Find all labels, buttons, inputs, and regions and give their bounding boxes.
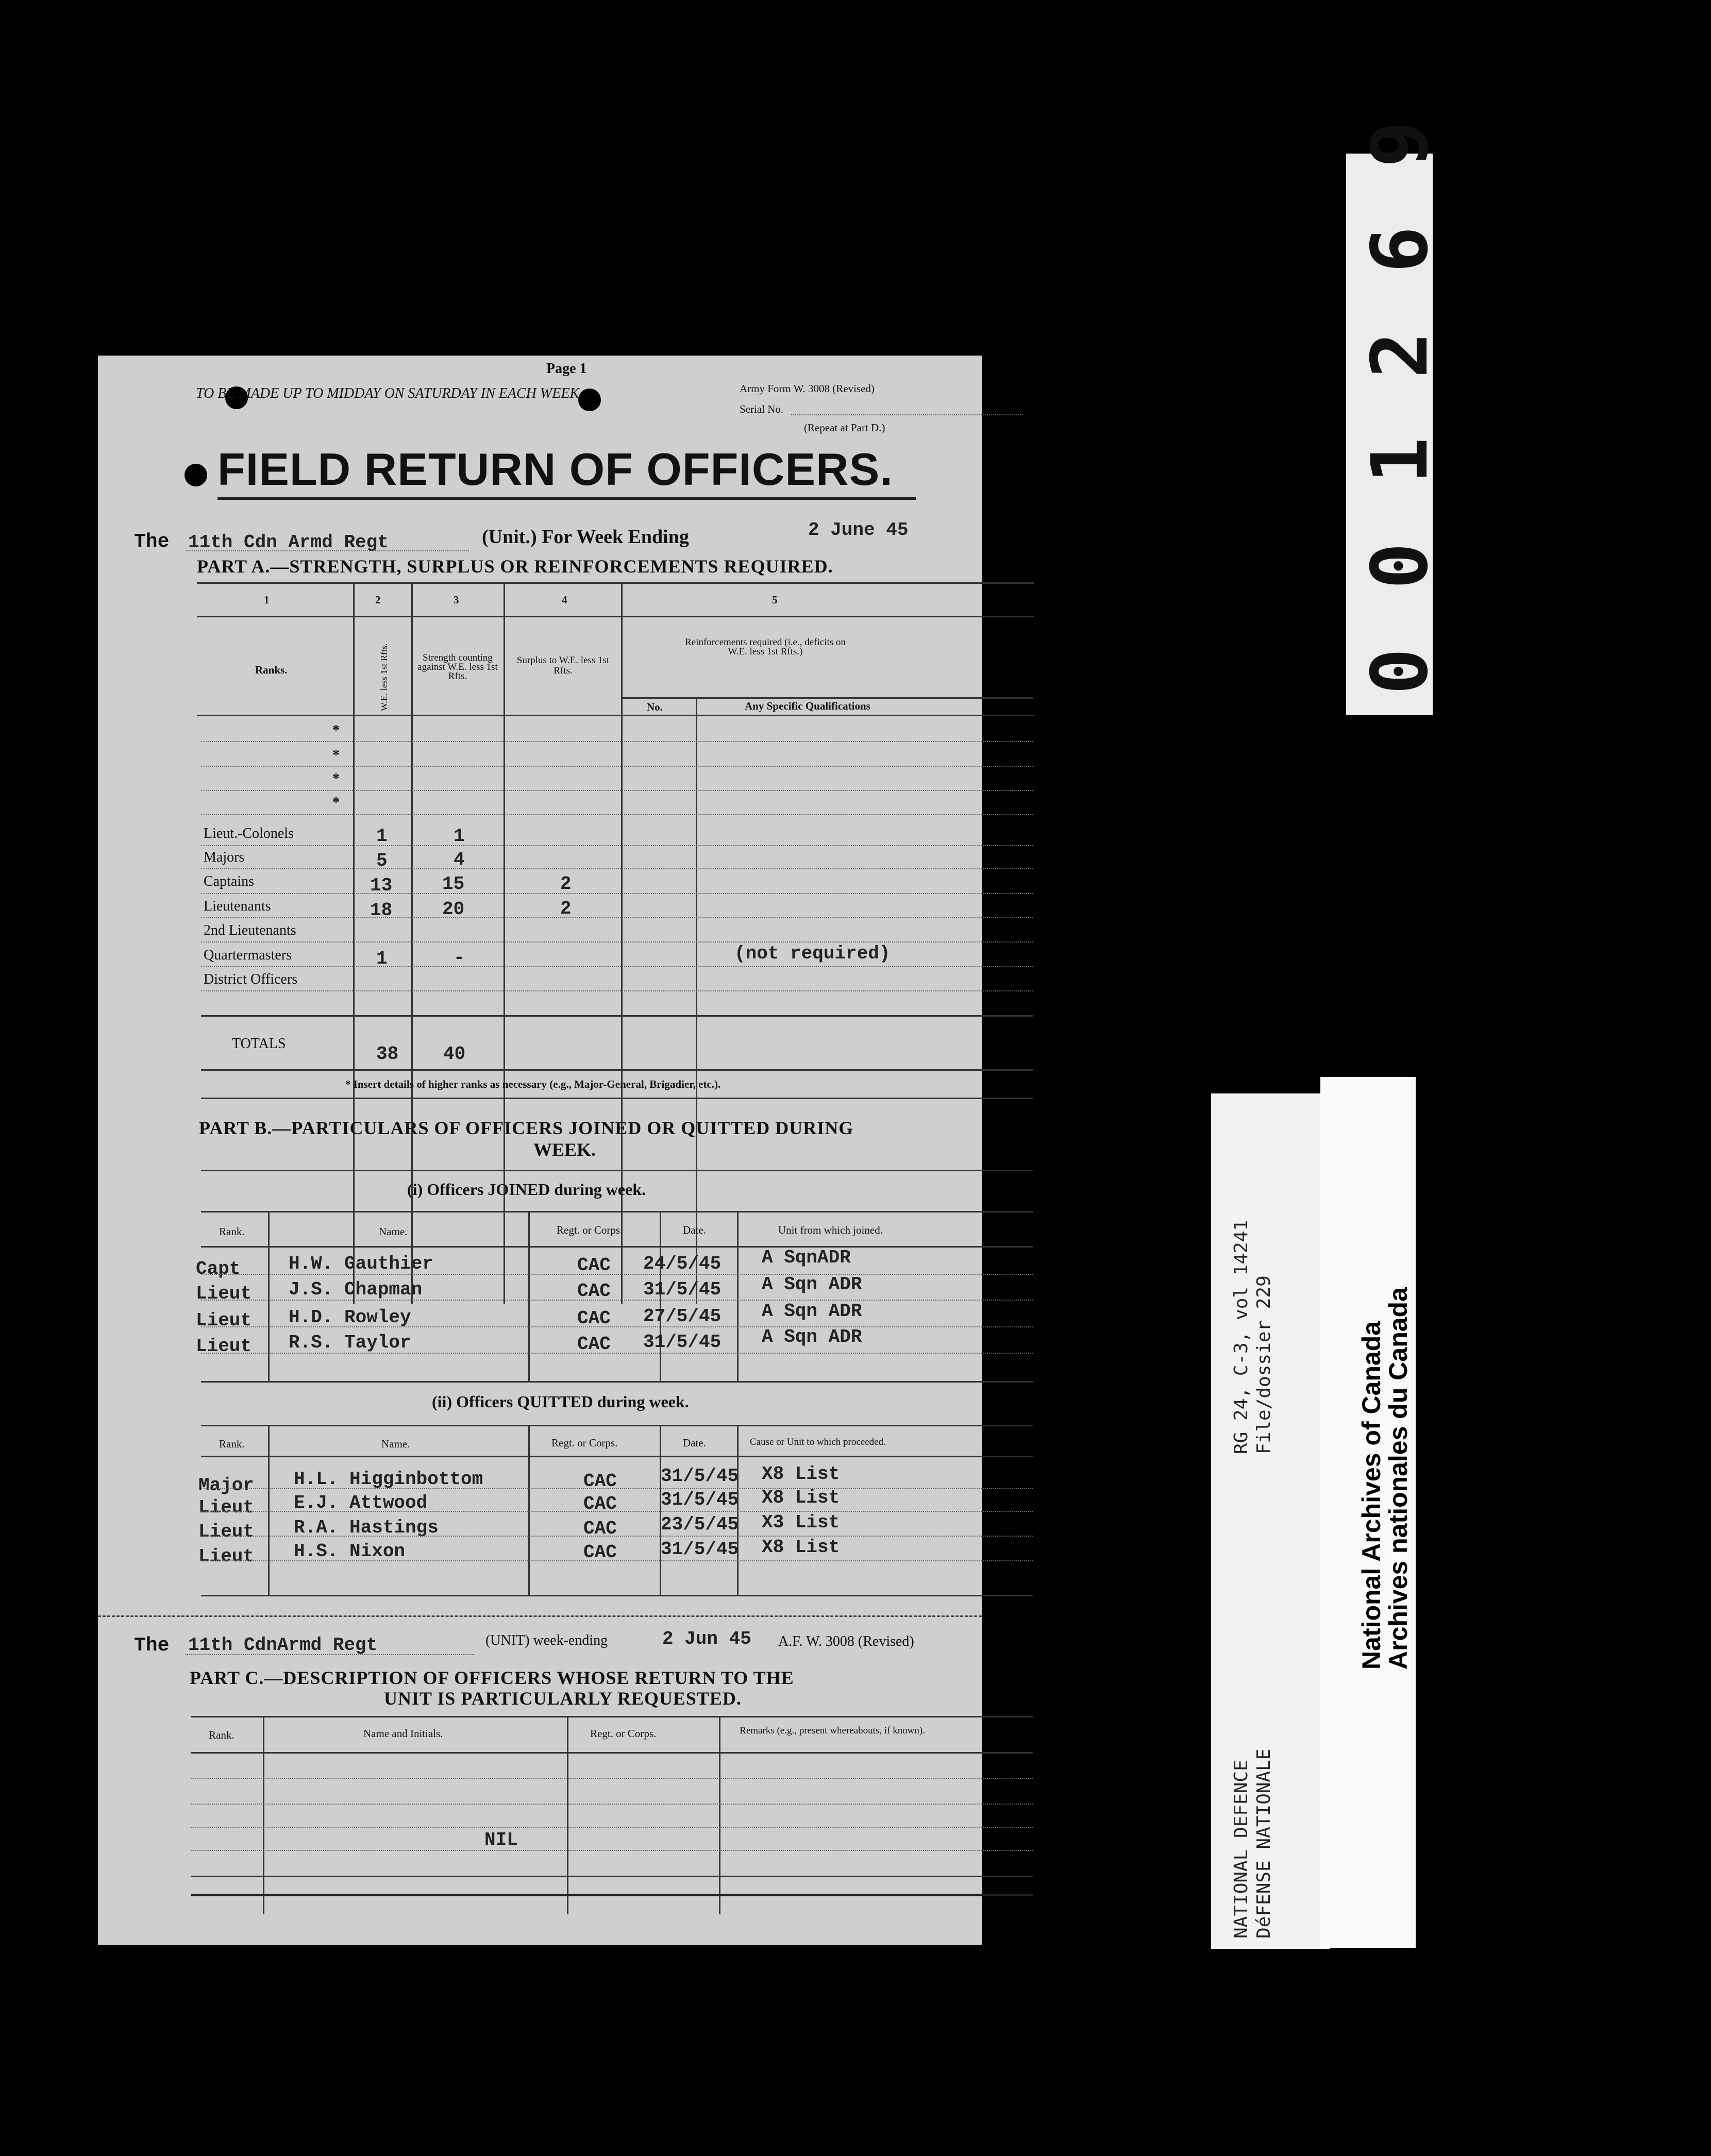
archive-name-strip (1320, 1077, 1416, 1948)
department-name-fr: DéFENSE NATIONALE (1253, 1748, 1274, 1939)
surplus-value: 2 (560, 873, 572, 895)
part-c-heading: PART C.—DESCRIPTION OF OFFICERS WHOSE RETURN TO THE (190, 1667, 794, 1688)
unit-label: (Unit.) For Week Ending (482, 526, 689, 548)
page-number: Page 1 (546, 361, 587, 377)
field-return-form (98, 356, 982, 1945)
col-no: No. (647, 701, 663, 713)
we-value: 13 (370, 875, 393, 896)
star-marker: * (332, 771, 340, 787)
col-qualifications: Any Specific Qualifications (745, 700, 870, 712)
quitted-cause: X8 List (762, 1487, 840, 1508)
archive-reference-strip (1211, 1093, 1330, 1949)
joined-corps: CAC (577, 1334, 611, 1355)
quitted-name: H.S. Nixon (294, 1541, 406, 1562)
joined-corps: CAC (577, 1308, 611, 1329)
star-marker: * (332, 795, 340, 811)
quitted-header: Regt. or Corps. (551, 1437, 618, 1449)
quitted-date: 31/5/45 (661, 1489, 739, 1510)
instruction-text: TO BE MADE UP TO MIDDAY ON SATURDAY IN EACH WEEK. (196, 385, 583, 401)
joined-header: Rank. (219, 1225, 245, 1238)
form-title: FIELD RETURN OF OFFICERS. (217, 444, 893, 495)
archive-name-en: National Archives of Canada (1357, 1321, 1386, 1670)
quitted-header: Cause or Unit to which proceeded. (750, 1437, 886, 1447)
quitted-rank: Lieut (198, 1521, 255, 1542)
col-reinforcements: Reinforcements required (i.e., deficits on W.E. less 1st Rfts.) (685, 637, 846, 657)
joined-unit: A Sqn ADR (762, 1301, 862, 1322)
rank-label: Majors (204, 849, 245, 865)
col-number: 3 (454, 594, 459, 606)
joined-rank: Lieut (196, 1283, 252, 1304)
joined-corps: CAC (577, 1255, 611, 1276)
part-c-unit-prefix: The (134, 1635, 170, 1657)
qualification-value: (not required) (734, 943, 891, 964)
quitted-cause: X3 List (762, 1512, 840, 1533)
joined-unit: A Sqn ADR (762, 1274, 862, 1295)
quitted-name: H.L. Higginbottom (294, 1469, 483, 1490)
rank-label: Lieut.-Colonels (204, 826, 294, 841)
serial-label: Serial No. (740, 403, 784, 415)
week-ending-value: 2 June 45 (808, 519, 909, 541)
joined-unit: A Sqn ADR (762, 1326, 862, 1348)
part-c-header: Rank. (209, 1729, 234, 1741)
archive-ref-line-2: File/dossier 229 (1253, 1275, 1274, 1454)
total-strength: 40 (443, 1043, 466, 1065)
frame-number-strip (1346, 114, 1445, 715)
joined-date: 24/5/45 (643, 1253, 722, 1274)
repeat-note: (Repeat at Part D.) (804, 422, 885, 434)
joined-unit: A SqnADR (762, 1247, 851, 1268)
strength-value: 4 (454, 849, 465, 870)
part-c-form-ref: A.F. W. 3008 (Revised) (778, 1633, 914, 1649)
quitted-title: (ii) Officers QUITTED during week. (432, 1392, 689, 1411)
rank-label: Quartermasters (204, 947, 292, 963)
quitted-header: Date. (683, 1437, 706, 1449)
archive-ref-line-1: RG 24, C-3, vol 14241 (1231, 1219, 1252, 1454)
joined-header: Name. (379, 1225, 408, 1238)
quitted-cause: X8 List (762, 1463, 840, 1485)
part-c-unit-name: 11th CdnArmd Regt (188, 1635, 378, 1656)
rank-label: Captains (204, 873, 254, 889)
joined-header: Unit from which joined. (778, 1224, 883, 1236)
joined-rank: Lieut (196, 1310, 252, 1331)
we-value: 18 (370, 900, 393, 921)
quitted-corps: CAC (583, 1471, 617, 1492)
strength-value: - (454, 947, 465, 968)
part-b-heading: PART B.—PARTICULARS OF OFFICERS JOINED OR QUITTED DURING (199, 1118, 854, 1138)
joined-name: H.D. Rowley (289, 1307, 411, 1328)
quitted-name: R.A. Hastings (294, 1517, 439, 1538)
quitted-rank: Lieut (198, 1497, 255, 1518)
department-name-en: NATIONAL DEFENCE (1231, 1760, 1252, 1939)
joined-header: Regt. or Corps. (557, 1224, 623, 1236)
we-value: 1 (376, 826, 388, 847)
strength-value: 20 (442, 899, 465, 920)
frame-number: 0 0 1 2 6 9 (1355, 114, 1445, 695)
part-a-heading: PART A.—STRENGTH, SURPLUS OR REINFORCEMENTS REQUIRED. (197, 556, 833, 577)
perforation-line (98, 1615, 982, 1617)
col-number: 1 (264, 594, 270, 606)
part-b-heading-2: WEEK. (533, 1139, 596, 1160)
totals-label: TOTALS (232, 1036, 286, 1052)
quitted-cause: X8 List (762, 1537, 840, 1558)
surplus-value: 2 (560, 898, 572, 919)
footnote: * Insert details of higher ranks as necessary (e.g., Major-General, Brigadier, etc.). (345, 1078, 721, 1090)
joined-name: J.S. Chapman (289, 1279, 423, 1300)
strength-value: 1 (454, 826, 465, 847)
part-c-heading-2: UNIT IS PARTICULARLY REQUESTED. (384, 1688, 742, 1709)
part-c-week-ending: 2 Jun 45 (662, 1628, 751, 1649)
quitted-header: Rank. (219, 1438, 245, 1450)
part-c-unit-label: (UNIT) week-ending (485, 1632, 608, 1648)
quitted-date: 23/5/45 (661, 1514, 739, 1535)
army-form-ref: Army Form W. 3008 (Revised) (740, 382, 875, 395)
star-marker: * (332, 722, 340, 738)
joined-date: 31/5/45 (643, 1332, 722, 1353)
star-marker: * (332, 747, 340, 763)
quitted-rank: Lieut (198, 1546, 255, 1567)
punch-hole (184, 464, 207, 486)
joined-corps: CAC (577, 1281, 611, 1302)
joined-date: 31/5/45 (643, 1279, 722, 1300)
joined-rank: Lieut (196, 1336, 252, 1357)
col-number: 5 (772, 594, 778, 606)
part-c-header: Regt. or Corps. (590, 1727, 657, 1740)
joined-rank: Capt (196, 1258, 241, 1279)
col-we: W.E. less 1st Rfts. (379, 643, 389, 711)
joined-name: R.S. Taylor (289, 1332, 411, 1353)
quitted-corps: CAC (583, 1493, 617, 1514)
quitted-rank: Major (198, 1475, 255, 1496)
part-c-nil: NIL (484, 1829, 518, 1850)
unit-prefix: The (134, 531, 170, 553)
we-value: 5 (376, 850, 388, 871)
part-c-header: Remarks (e.g., present whereabouts, if known). (740, 1725, 925, 1736)
joined-name: H.W. Gauthier (289, 1253, 433, 1274)
quitted-corps: CAC (583, 1542, 617, 1563)
col-strength: Strength counting against W.E. less 1st Rfts. (417, 652, 498, 682)
col-surplus: Surplus to W.E. less 1st Rfts. (516, 655, 610, 676)
quitted-name: E.J. Attwood (294, 1492, 428, 1513)
quitted-date: 31/5/45 (661, 1539, 739, 1560)
rank-label: District Officers (204, 971, 298, 987)
we-value: 1 (376, 948, 388, 969)
quitted-date: 31/5/45 (661, 1466, 739, 1487)
unit-name: 11th Cdn Armd Regt (188, 532, 389, 553)
col-ranks: Ranks. (255, 664, 288, 676)
col-number: 4 (562, 594, 567, 606)
quitted-header: Name. (381, 1438, 410, 1450)
archive-name-fr: Archives nationales du Canada (1384, 1287, 1413, 1670)
total-we: 38 (376, 1043, 399, 1065)
joined-date: 27/5/45 (643, 1306, 722, 1327)
quitted-corps: CAC (583, 1518, 617, 1539)
strength-value: 15 (442, 873, 465, 895)
rank-label: 2nd Lieutenants (204, 922, 296, 938)
col-number: 2 (375, 594, 381, 606)
joined-header: Date. (683, 1224, 706, 1236)
part-c-header: Name and Initials. (363, 1727, 443, 1740)
joined-title: (i) Officers JOINED during week. (407, 1180, 646, 1199)
rank-label: Lieutenants (204, 898, 271, 914)
